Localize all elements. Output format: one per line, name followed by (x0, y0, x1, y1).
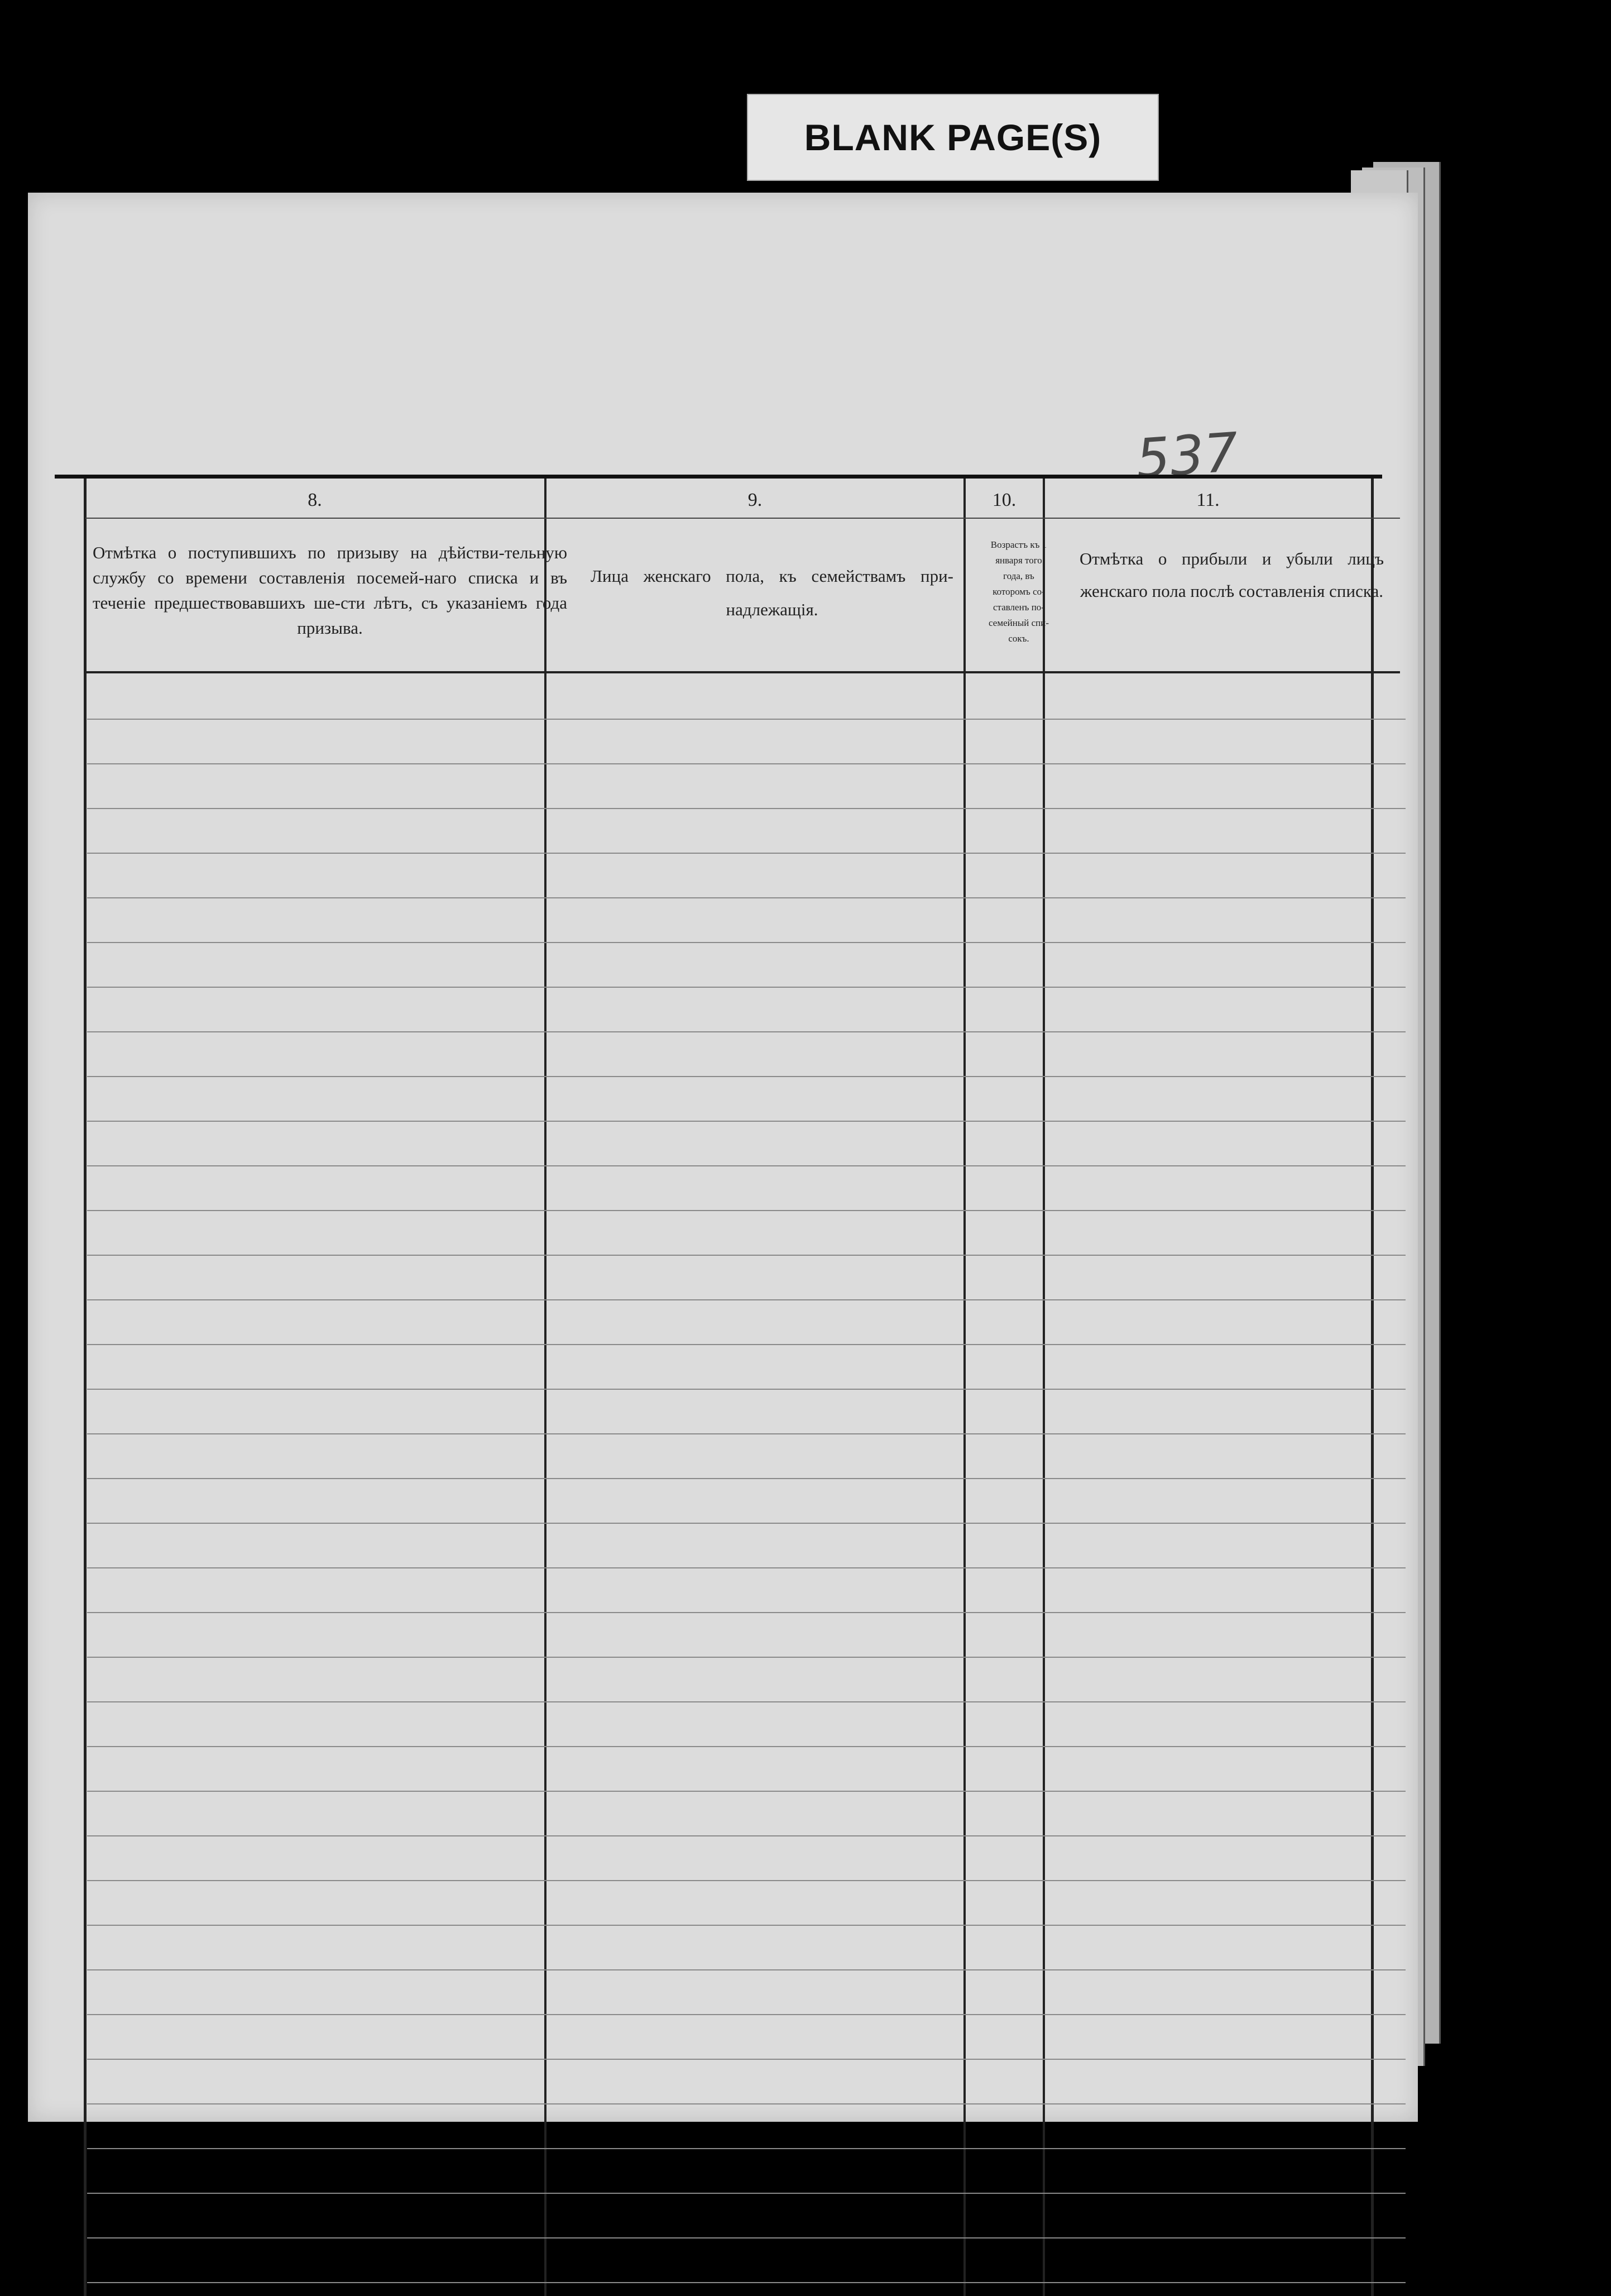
ruled-line (87, 1701, 1406, 1702)
ruled-line (87, 1969, 1406, 1970)
ruled-line (87, 2282, 1406, 2283)
column-number: 9. (747, 490, 763, 510)
ruled-line (87, 1210, 1406, 1211)
stamp-text: BLANK PAGE(S) (804, 117, 1102, 158)
column-heading: Отмѣтка о поступившихъ по призыву на дѣйстви-тельную службу со времени составленія посемей-наго списка и въ теченіе предшествовавшихъ ше-сти лѣтъ, съ указаніемъ года призыва. (93, 543, 567, 638)
blank-page-stamp (747, 94, 1159, 181)
ruled-line (87, 1880, 1406, 1881)
register-table (55, 475, 1382, 2296)
column-number: 8. (308, 490, 322, 510)
ruled-line (87, 808, 1406, 809)
column-divider (963, 479, 966, 2296)
folio-number: 537 (1134, 420, 1240, 491)
ruled-line (87, 1344, 1406, 1345)
ruled-line (87, 763, 1406, 764)
ruled-line (87, 1657, 1406, 1658)
register-page (28, 193, 1418, 2122)
ruled-line (87, 942, 1406, 943)
ruled-line (87, 1255, 1406, 1256)
header-number-line (85, 518, 1400, 519)
ruled-line (87, 1612, 1406, 1613)
ruled-line (87, 2148, 1406, 2149)
ruled-line (87, 897, 1406, 898)
table-border-left (84, 479, 87, 2296)
ruled-line (87, 1433, 1406, 1434)
column-divider (1043, 479, 1045, 2296)
ruled-line (87, 2059, 1406, 2060)
ruled-line (87, 1478, 1406, 1479)
table-border-right (1371, 479, 1374, 2296)
ruled-line (87, 1389, 1406, 1390)
ruled-line (87, 2193, 1406, 2194)
column-number: 10. (992, 490, 1017, 510)
ruled-line (87, 1567, 1406, 1568)
ruled-line (87, 1031, 1406, 1032)
ruled-line (87, 1925, 1406, 1926)
column-divider (544, 479, 546, 2296)
ruled-line (87, 719, 1406, 720)
ruled-line (87, 1299, 1406, 1300)
ruled-line (87, 1121, 1406, 1122)
column-heading: Лица женскаго пола, къ семействамъ при-надлежащія. (591, 566, 953, 619)
ruled-line (87, 2237, 1406, 2238)
ruled-line (87, 987, 1406, 988)
ruled-line (87, 1746, 1406, 1747)
ruled-line (87, 853, 1406, 854)
column-number: 11. (1196, 490, 1220, 510)
ruled-line (87, 1076, 1406, 1077)
ruled-line (87, 1523, 1406, 1524)
header-bottom-line (85, 671, 1400, 673)
ruled-line (87, 2014, 1406, 2015)
column-heading: Возрастъ къ 1 января того года, въ которомъ со-ставленъ по-семейный спи-сокъ. (989, 539, 1049, 644)
ruled-line (87, 1835, 1406, 1836)
ruled-line (87, 1165, 1406, 1166)
ruled-line (87, 1791, 1406, 1792)
column-heading: Отмѣтка о прибыли и убыли лицъ женскаго пола послѣ составленія списка. (1080, 549, 1384, 601)
ruled-line (87, 2103, 1406, 2104)
